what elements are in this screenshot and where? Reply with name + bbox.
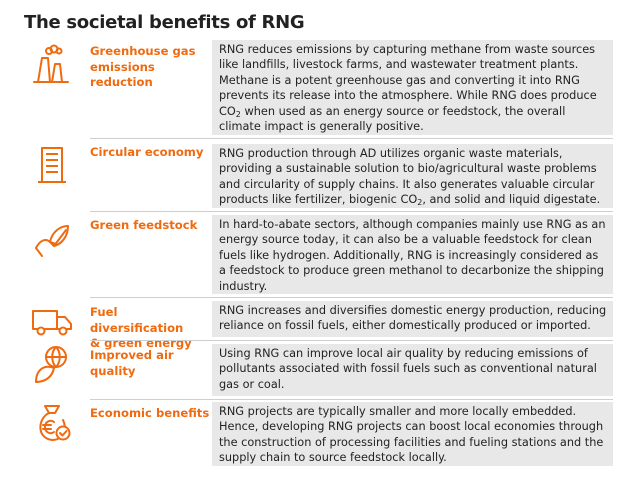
- label-line: emissions reduction: [90, 59, 155, 89]
- row-divider: [90, 211, 613, 212]
- subscript: 2: [417, 198, 423, 208]
- page-title: The societal benefits of RNG: [24, 12, 305, 33]
- row-divider: [90, 297, 613, 298]
- description-text-cont: when used as an energy source or feedstock, the overall climate impact is generally positive.: [219, 104, 566, 134]
- description-text-cont: , and solid and liquid digestate.: [422, 193, 601, 207]
- benefit-label: [90, 218, 210, 234]
- label-line: & green energy: [90, 336, 192, 350]
- row-divider: [90, 138, 613, 139]
- label-line: Greenhouse gas: [90, 44, 196, 58]
- benefit-label: [90, 44, 210, 91]
- benefit-label: [90, 348, 210, 379]
- benefit-description: [212, 144, 613, 208]
- label-line: Green feedstock: [90, 218, 198, 232]
- recycling-building-icon: [30, 144, 74, 188]
- row-divider: [90, 399, 613, 400]
- benefit-description: [212, 40, 613, 135]
- truck-icon: [30, 299, 74, 343]
- subscript: 2: [235, 109, 241, 119]
- label-line: Improved air quality: [90, 348, 174, 378]
- benefit-description: [212, 402, 613, 466]
- description-text: RNG reduces emissions by capturing methane from waste sources like landfills, livestock farms, and wastewater treatment plants. Methane is a potent greenhouse gas and converting it into RNG prevents its release into the atmosphere. While RNG does produce CO: [219, 43, 597, 118]
- benefit-label: [90, 305, 210, 352]
- description-text: In hard-to-abate sectors, although companies mainly use RNG as an energy source today, it can also be a valuable feedstock for clean fuels like hydrogen. Additionally, RNG is increasingly considered as a feedstock to produce green methanol to decarbonize the shipping industry.: [219, 218, 606, 293]
- benefit-description: [212, 215, 613, 294]
- label-line: Circular economy: [90, 145, 204, 159]
- benefit-description: [212, 301, 613, 337]
- benefit-label: [90, 145, 210, 161]
- globe-leaf-icon: [30, 342, 74, 386]
- euro-moneybag-icon: [30, 400, 74, 444]
- hand-leaf-icon: [30, 216, 74, 260]
- benefit-label: [90, 406, 210, 422]
- description-text: RNG increases and diversifies domestic energy production, reducing reliance on fossil fuels, either domestically produced or imported.: [219, 304, 607, 333]
- benefit-description: [212, 344, 613, 396]
- description-text: RNG production through AD utilizes organic waste materials, providing a sustainable solution to bio/agricultural waste problems and circularity of supply chains. It also generates valuable circular products like fertilizer, biogenic CO: [219, 147, 597, 207]
- label-line: Economic benefits: [90, 406, 210, 420]
- row-divider: [90, 340, 613, 341]
- description-text: RNG projects are typically smaller and more locally embedded. Hence, developing RNG projects can boost local economies through the construction of processing facilities and fueling stations and the supply chain to source feedstock locally.: [219, 405, 604, 465]
- factory-emissions-icon: [30, 42, 74, 86]
- description-text: Using RNG can improve local air quality by reducing emissions of pollutants associated with fossil fuels such as conventional natural gas or coal.: [219, 347, 597, 391]
- label-line: Fuel diversification: [90, 305, 184, 335]
